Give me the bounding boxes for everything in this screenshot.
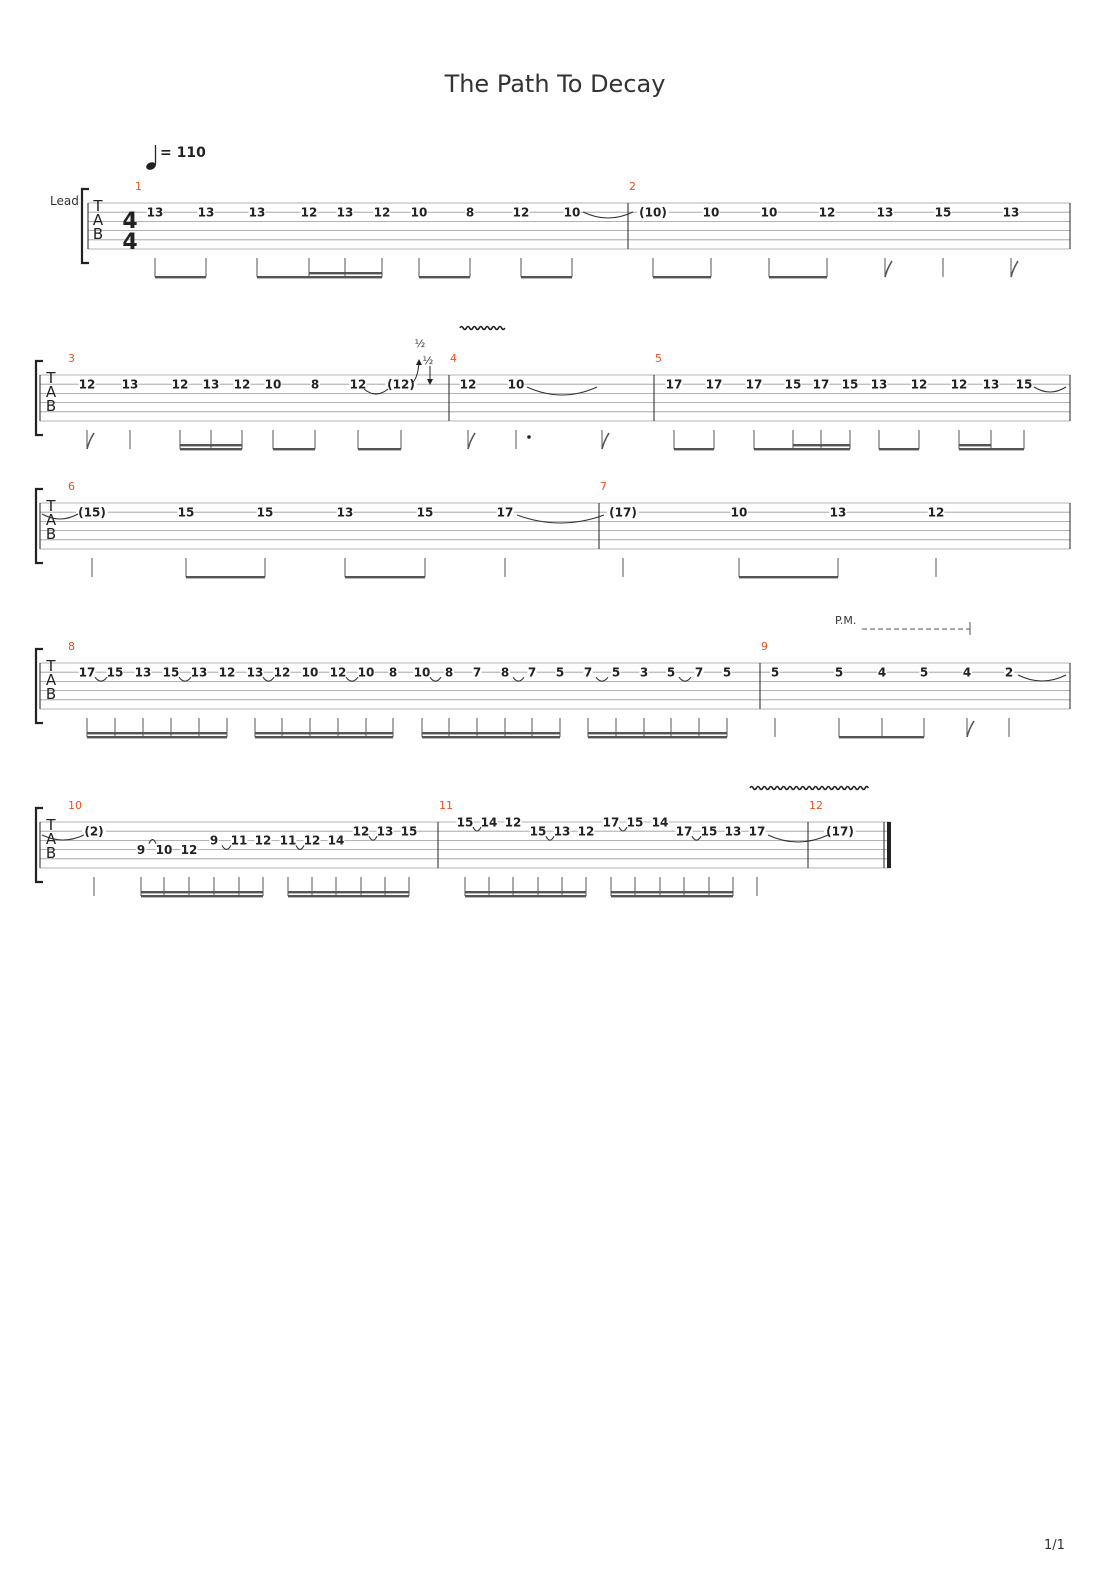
- tab-clef-letter: A: [45, 511, 57, 529]
- fret-number: 12: [303, 833, 321, 848]
- beam: [674, 448, 714, 450]
- fret-number: 14: [480, 815, 498, 830]
- beam: [186, 576, 265, 578]
- note-flag: [1011, 261, 1018, 277]
- note-flag: [602, 433, 609, 449]
- fret-number: 15: [177, 505, 195, 520]
- beam: [358, 448, 401, 450]
- beam: [422, 732, 560, 734]
- tab-clef-letter: B: [92, 225, 104, 243]
- beam: [793, 444, 850, 446]
- beam: [754, 448, 850, 450]
- slur: [679, 677, 691, 681]
- slur: [513, 677, 524, 681]
- note-flag: [468, 433, 475, 449]
- fret-number: 17: [675, 824, 693, 839]
- tab-clef-letter: A: [45, 830, 57, 848]
- fret-number: 10: [264, 377, 282, 392]
- fret-number: 15: [106, 665, 124, 680]
- measure-number: 4: [450, 352, 457, 365]
- beam: [180, 448, 242, 450]
- fret-number: 17: [745, 377, 763, 392]
- measure-number: 1: [135, 180, 142, 193]
- tab-clef-letter: T: [93, 197, 103, 215]
- fret-number: 8: [500, 665, 510, 680]
- beam: [255, 736, 393, 738]
- fret-number: 12: [218, 665, 236, 680]
- fret-number: 10: [413, 665, 431, 680]
- fret-number: (17): [609, 505, 637, 520]
- time-signature-denominator: 4: [122, 230, 138, 255]
- fret-number: 10: [357, 665, 375, 680]
- bend-arrow-up: [416, 359, 422, 365]
- fret-number: 17: [496, 505, 514, 520]
- fret-number: 13: [146, 205, 164, 220]
- fret-number: 2: [1004, 665, 1014, 680]
- fret-number: 12: [329, 665, 347, 680]
- fret-number: 13: [197, 205, 215, 220]
- fret-number: 7: [527, 665, 537, 680]
- beam: [959, 448, 1024, 450]
- beam: [959, 444, 991, 446]
- page-number: 1/1: [1044, 1538, 1065, 1553]
- fret-number: 17: [602, 815, 620, 830]
- tab-clef-letter: B: [45, 397, 57, 415]
- fret-number: 13: [134, 665, 152, 680]
- measure-number: 9: [761, 640, 768, 653]
- vibrato-icon: [750, 787, 868, 790]
- fret-number: 13: [724, 824, 742, 839]
- fret-number: 17: [78, 665, 96, 680]
- fret-number: 12: [349, 377, 367, 392]
- tie: [768, 835, 828, 842]
- note-flag: [885, 261, 892, 277]
- tab-clef-letter: T: [46, 497, 56, 515]
- fret-number: 12: [950, 377, 968, 392]
- beam: [87, 732, 227, 734]
- beam: [180, 444, 242, 446]
- fret-number: 13: [1002, 205, 1020, 220]
- beam: [588, 732, 727, 734]
- fret-number: 12: [459, 377, 477, 392]
- fret-number: 15: [162, 665, 180, 680]
- measure-number: 8: [68, 640, 75, 653]
- fret-number: 11: [230, 833, 248, 848]
- fret-number: 12: [504, 815, 522, 830]
- beam: [141, 895, 263, 897]
- fret-number: 17: [812, 377, 830, 392]
- beam: [588, 736, 727, 738]
- beam: [273, 448, 315, 450]
- fret-number: 12: [254, 833, 272, 848]
- fret-number: 8: [310, 377, 320, 392]
- fret-number: 10: [410, 205, 428, 220]
- slur: [95, 677, 107, 681]
- fret-number: 7: [472, 665, 482, 680]
- fret-number: 13: [248, 205, 266, 220]
- beam: [257, 276, 382, 278]
- tie: [583, 212, 633, 218]
- fret-number: 10: [301, 665, 319, 680]
- slur: [596, 677, 608, 681]
- fret-number: 15: [841, 377, 859, 392]
- fret-number: 17: [705, 377, 723, 392]
- slur: [222, 845, 231, 849]
- fret-number: 10: [702, 205, 720, 220]
- track-name: Lead: [50, 194, 79, 208]
- beam: [465, 895, 586, 897]
- fret-number: 11: [279, 833, 297, 848]
- fret-number: 13: [246, 665, 264, 680]
- note-flag: [87, 433, 94, 449]
- fret-number: 15: [626, 815, 644, 830]
- fret-number: 15: [400, 824, 418, 839]
- slur: [430, 677, 441, 681]
- fret-number: 13: [376, 824, 394, 839]
- beam: [309, 272, 382, 274]
- fret-number: 13: [982, 377, 1000, 392]
- beam: [288, 891, 409, 893]
- fret-number: 12: [927, 505, 945, 520]
- fret-number: 7: [694, 665, 704, 680]
- fret-number: 12: [171, 377, 189, 392]
- fret-number: 8: [465, 205, 475, 220]
- fret-number: 13: [829, 505, 847, 520]
- fret-number: 15: [529, 824, 547, 839]
- tab-clef-letter: A: [45, 383, 57, 401]
- measure-number: 12: [809, 799, 823, 812]
- beam: [879, 448, 919, 450]
- tab-clef-letter: B: [45, 844, 57, 862]
- fret-number: 15: [700, 824, 718, 839]
- tab-clef-letter: T: [46, 816, 56, 834]
- tab-clef-letter: T: [46, 657, 56, 675]
- measure-number: 2: [629, 180, 636, 193]
- fret-number: 12: [818, 205, 836, 220]
- fret-number: 9: [209, 833, 219, 848]
- fret-number: 12: [373, 205, 391, 220]
- fret-number: 8: [444, 665, 454, 680]
- fret-number: 10: [507, 377, 525, 392]
- fret-number: 13: [876, 205, 894, 220]
- fret-number: 15: [416, 505, 434, 520]
- fret-number: 12: [577, 824, 595, 839]
- fret-number: 12: [300, 205, 318, 220]
- fret-number: 14: [651, 815, 669, 830]
- beam: [611, 895, 733, 897]
- fret-number: 5: [666, 665, 676, 680]
- fret-number: 5: [555, 665, 565, 680]
- fret-number: 15: [256, 505, 274, 520]
- fret-number: 15: [1015, 377, 1033, 392]
- tie: [1034, 387, 1066, 392]
- time-signature-numerator: 4: [122, 209, 138, 234]
- fret-number: 13: [553, 824, 571, 839]
- beam: [288, 895, 409, 897]
- fret-number: 4: [962, 665, 972, 680]
- measure-number: 6: [68, 480, 75, 493]
- fret-number: 15: [784, 377, 802, 392]
- fret-number: 12: [273, 665, 291, 680]
- fret-number: 12: [910, 377, 928, 392]
- fret-number: 9: [136, 842, 146, 857]
- beam: [345, 576, 425, 578]
- bend-amount: ½: [422, 354, 434, 367]
- beam: [87, 736, 227, 738]
- fret-number: 13: [121, 377, 139, 392]
- bend-amount: ½: [414, 337, 426, 350]
- fret-number: 10: [563, 205, 581, 220]
- fret-number: (10): [639, 205, 667, 220]
- fret-number: 13: [202, 377, 220, 392]
- fret-number: 12: [512, 205, 530, 220]
- fret-number: 5: [770, 665, 780, 680]
- beam: [422, 736, 560, 738]
- fret-number: 10: [155, 842, 173, 857]
- measure-number: 5: [655, 352, 662, 365]
- tab-clef-letter: B: [45, 525, 57, 543]
- palm-mute-label: P.M.: [835, 614, 857, 627]
- fret-number: 13: [336, 505, 354, 520]
- tab-clef-letter: A: [92, 211, 104, 229]
- measure-number: 10: [68, 799, 82, 812]
- fret-number: 15: [934, 205, 952, 220]
- tab-clef-letter: T: [46, 369, 56, 387]
- measure-number: 11: [439, 799, 453, 812]
- fret-number: (15): [78, 505, 106, 520]
- vibrato-icon: [460, 327, 505, 330]
- fret-number: 12: [78, 377, 96, 392]
- fret-number: 5: [611, 665, 621, 680]
- slur: [346, 677, 358, 681]
- fret-number: 12: [180, 842, 198, 857]
- fret-number: 15: [456, 815, 474, 830]
- measure-number: 3: [68, 352, 75, 365]
- fret-number: 3: [639, 665, 649, 680]
- fret-number: 13: [336, 205, 354, 220]
- beam: [141, 891, 263, 893]
- tempo-marking: = 110: [160, 145, 206, 161]
- beam: [611, 891, 733, 893]
- song-title: The Path To Decay: [444, 70, 666, 98]
- fret-number: 10: [730, 505, 748, 520]
- tab-clef-letter: A: [45, 671, 57, 689]
- fret-number: (12): [387, 377, 415, 392]
- beam: [769, 276, 827, 278]
- slur: [179, 677, 191, 681]
- slur: [692, 836, 701, 840]
- measure-number: 7: [600, 480, 607, 493]
- beam: [465, 891, 586, 893]
- beam: [521, 276, 572, 278]
- fret-number: 10: [760, 205, 778, 220]
- tab-clef-letter: B: [45, 685, 57, 703]
- fret-number: 5: [722, 665, 732, 680]
- fret-number: 17: [665, 377, 683, 392]
- dot: [527, 435, 531, 439]
- fret-number: 14: [327, 833, 345, 848]
- slur: [263, 677, 274, 681]
- fret-number: 7: [583, 665, 593, 680]
- beam: [419, 276, 470, 278]
- fret-number: 13: [190, 665, 208, 680]
- fret-number: (17): [826, 824, 854, 839]
- beam: [255, 732, 393, 734]
- fret-number: (2): [84, 824, 104, 839]
- beam: [839, 736, 924, 738]
- fret-number: 12: [233, 377, 251, 392]
- beam: [653, 276, 711, 278]
- fret-number: 13: [870, 377, 888, 392]
- fret-number: 17: [748, 824, 766, 839]
- tie: [1018, 675, 1066, 681]
- fret-number: 12: [352, 824, 370, 839]
- note-flag: [967, 721, 974, 737]
- fret-number: 8: [388, 665, 398, 680]
- fret-number: 4: [877, 665, 887, 680]
- fret-number: 5: [834, 665, 844, 680]
- beam: [739, 576, 838, 578]
- fret-number: 5: [919, 665, 929, 680]
- beam: [155, 276, 206, 278]
